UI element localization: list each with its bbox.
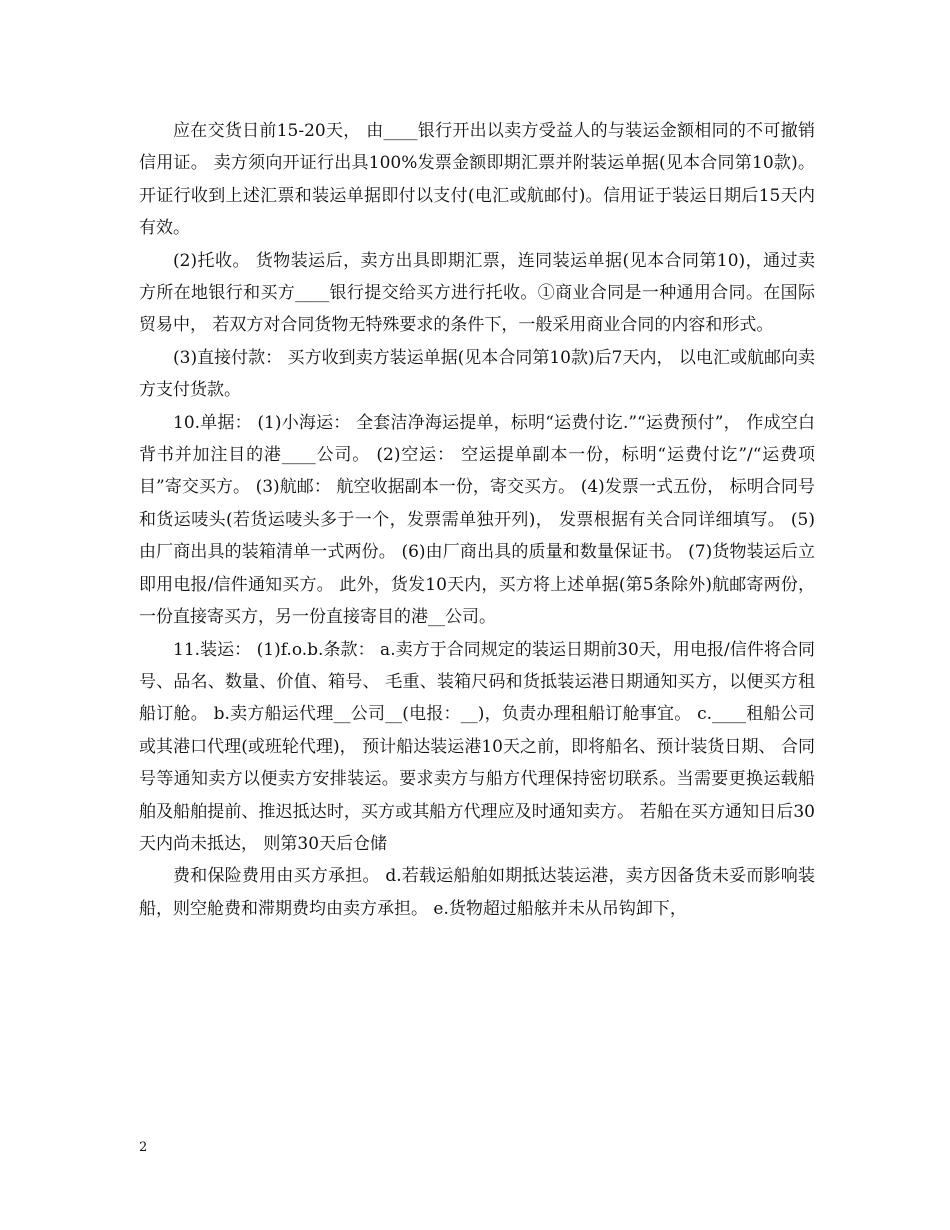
paragraph-documents: 10.单据： (1)小海运： 全套洁净海运提单，标明“运费付讫.”“运费预付”， 作成空白背书并加注目的港____公司。 (2)空运： 空运提单副本一份，标明“运费付讫”/“运费项目”寄交买方。 (3)航邮： 航空收据副本一份，寄交买方。 (4)发票一式五份， 标明合同号和货运唛头(若货运唛头多于一个，发票需单独开列)， 发票根据有关合同详细填写。 (5)由厂商出具的装箱清单一式两份。 (6)由厂商出具的质量和数量保证书。 (7)货物装运后立即用电报/信件通知买方。 此外，货发10天内，买方将上述单据(第5条除外)航邮寄两份， 一份直接寄买方，另一份直接寄目的港__公司。 (139, 412, 815, 628)
document-body (139, 115, 815, 925)
paragraph-shipment: 11.装运： (1)f.o.b.条款： a.卖方于合同规定的装运日期前30天，用电报/信件将合同号、品名、数量、价值、箱号、 毛重、装箱尺码和货抵装运港日期通知买方，以便买方租船订舱。 b.卖方船运代理__公司__(电报：__)，负责办理租船订舱事宜。 c.____租船公司或其港口代理(或班轮代理)， 预计船达装运港10天之前，即将船名、预计装货日期、 合同号等通知卖方以便卖方安排装运。要求卖方与船方代理保持密切联系。当需要更换运载船舶及船舶提前、推迟抵达时，买方或其船方代理应及时通知卖方。 若船在买方通知日后30天内尚未抵达， 则第30天后仓储 (139, 639, 815, 854)
paragraph-direct-payment: (3)直接付款： 买方收到卖方装运单据(见本合同第10款)后7天内， 以电汇或航邮向卖方支付货款。 (139, 347, 815, 401)
paragraph-lc-payment: 应在交货日前15-20天， 由____银行开出以卖方受益人的与装运金额相同的不可撤销信用证。 卖方须向开证行出具100%发票金额即期汇票并附装运单据(见本合同第10款)。 开证行收到上述汇票和装运单据即付以支付(电汇或航邮付)。信用证于装运日期后15天内有效。 (139, 121, 815, 239)
paragraph-shipment-continued: 费和保险费用由买方承担。 d.若载运船舶如期抵达装运港，卖方因备货未妥而影响装船，则空舱费和滞期费均由卖方承担。 e.货物超过船舷并未从吊钩卸下， (139, 866, 815, 919)
paragraph-collection: (2)托收。 货物装运后，卖方出具即期汇票，连同装运单据(见本合同第10)，通过卖方所在地银行和买方____银行提交给买方进行托收。①商业合同是一种通用合同。在国际贸易中， 若双方对合同货物无特殊要求的条件下，一般采用商业合同的内容和形式。 (139, 250, 815, 336)
page-number: 2 (139, 1140, 148, 1155)
